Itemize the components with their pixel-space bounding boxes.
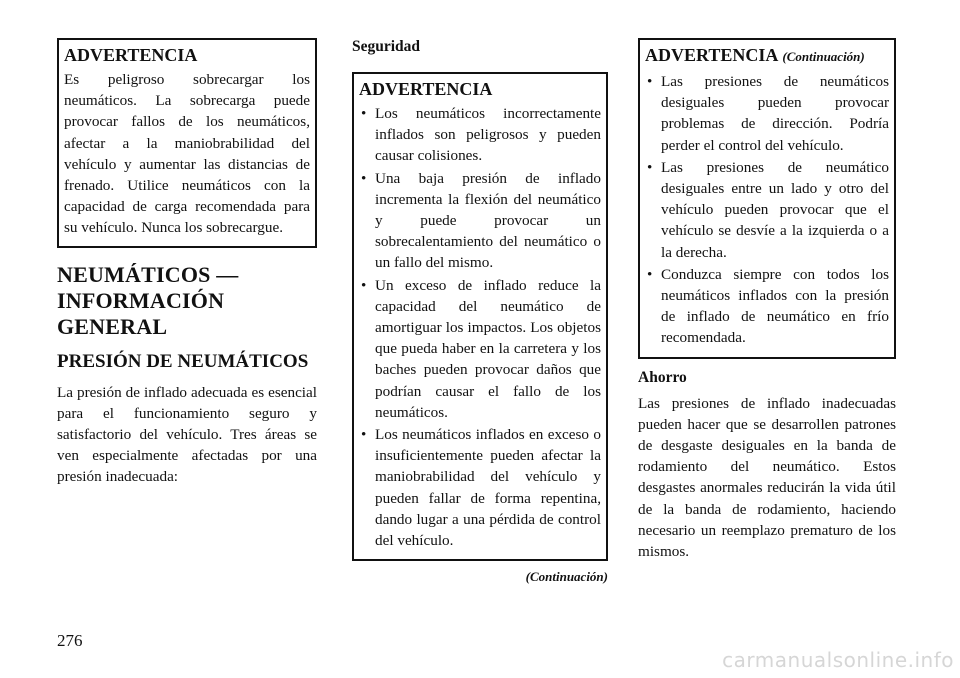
- bullet-icon: •: [361, 105, 367, 122]
- economy-heading: Ahorro: [638, 368, 687, 386]
- list-item: • Las presiones de neumáticos desiguales pueden provocar problemas de dirección. Podría perder el control del vehículo.: [647, 73, 889, 154]
- section-title-line-1: NEUMÁTICOS —: [57, 261, 239, 287]
- warning-bullet-list: [645, 71, 889, 349]
- list-item: • Los neumáticos incorrectamente inflados son peligrosos y pueden causar colisiones.: [361, 105, 601, 165]
- list-item: • Conduzca siempre con todos los neumáticos inflados con la presión de inflado de neumático en frío recomendada.: [647, 265, 889, 347]
- safety-warning-box: [352, 72, 608, 561]
- list-item: • Un exceso de inflado reduce la capacidad del neumático de amortiguar los impactos. Los objetos que pueda haber en la carretera y los baches pueden provocar daños que podrían causar el fallo de los neumáticos.: [361, 276, 601, 421]
- section-title-line-2: INFORMACIÓN: [57, 287, 225, 313]
- section-title: [57, 262, 317, 340]
- page-number: 276: [57, 631, 83, 650]
- bullet-icon: •: [361, 169, 367, 187]
- list-item: • Los neumáticos inflados en exceso o insuficientemente pueden afectar la maniobrabilidad del vehículo y pueden fallar de forma repentina, dando lugar a una pérdida de control del vehículo.: [361, 426, 601, 550]
- subsection-title: PRESIÓN DE NEUMÁTICOS: [57, 350, 309, 372]
- warning-continued-label: (Continuación): [782, 49, 865, 64]
- list-item: • Las presiones de neumático desiguales entre un lado y otro del vehículo pueden provocar que el vehículo se desvíe a la izquierda o a la derecha.: [647, 158, 889, 261]
- bullet-icon: •: [361, 276, 367, 294]
- body-paragraph: La presión de inflado adecuada es esencial para el funcionamiento seguro y satisfactorio del vehículo. Tres áreas se ven especialmente afectadas por una presión inadecuada:: [57, 383, 317, 486]
- warning-text: Es peligroso sobrecargar los neumáticos. La sobrecarga puede provocar fallos de los neumáticos, afectar a la maniobrabilidad del vehículo y aumentar las distancias de frenado. Utilice neumáticos con la capacidad de carga recomendada para su vehículo. Nunca los sobrecargue.: [64, 71, 310, 237]
- bullet-icon: •: [647, 73, 653, 90]
- continued-warning-box: [638, 38, 896, 359]
- bullet-icon: •: [647, 265, 653, 283]
- right-column: [638, 38, 896, 562]
- continued-label: (Continuación): [525, 569, 608, 585]
- watermark: carmanualsonline.info: [722, 648, 954, 672]
- bullet-icon: •: [361, 426, 367, 444]
- safety-heading: Seguridad: [352, 38, 421, 55]
- section-title-line-3: GENERAL: [57, 313, 168, 339]
- overload-warning-box: [57, 38, 317, 248]
- warning-title: ADVERTENCIA: [64, 45, 198, 65]
- list-item: • Una baja presión de inflado incrementa la flexión del neumático y puede provocar un sobrecalentamiento del neumático o un fallo del mismo.: [361, 169, 601, 272]
- economy-paragraph: Las presiones de inflado inadecuadas pueden hacer que se desarrollen patrones de desgaste desiguales en la banda de rodamiento del neumático. Estos desgastes anormales reducirán la vida útil de la banda de rodamiento, haciendo necesario un reemplazo prematuro de los mismos.: [638, 394, 896, 561]
- warning-bullet-list: [359, 103, 601, 551]
- bullet-icon: •: [647, 158, 653, 176]
- warning-title: ADVERTENCIA: [359, 79, 493, 99]
- warning-title: ADVERTENCIA (Continuación): [645, 45, 865, 65]
- middle-column: [352, 36, 608, 585]
- left-column: [57, 38, 317, 488]
